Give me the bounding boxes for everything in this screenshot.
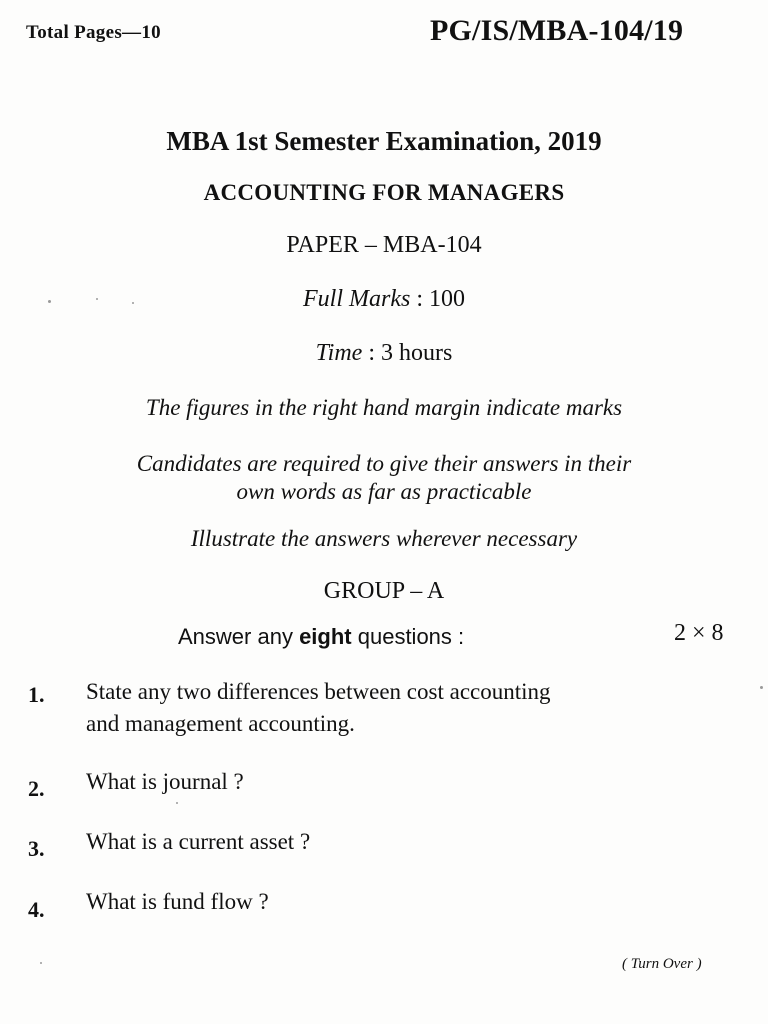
answer-prefix: Answer any bbox=[178, 624, 300, 649]
full-marks-value: : 100 bbox=[416, 286, 465, 312]
group-marks: 2 × 8 bbox=[674, 620, 724, 646]
scan-speck bbox=[48, 300, 51, 303]
answer-count: eight bbox=[299, 624, 352, 649]
scan-speck bbox=[760, 686, 763, 689]
scan-speck bbox=[132, 302, 134, 304]
time-label: Time bbox=[315, 340, 363, 366]
instruction-marks: The figures in the right hand margin indicate marks bbox=[145, 395, 623, 420]
question-line: State any two differences between cost accounting bbox=[86, 679, 551, 704]
instruction-own-words-line2: own words as far as practicable bbox=[236, 479, 532, 504]
time-value: : 3 hours bbox=[368, 340, 453, 366]
instruction-own-words-line1: Candidates are required to give their answers in their bbox=[136, 451, 632, 476]
question-text: What is fund flow ? bbox=[86, 889, 269, 914]
question-line: and management accounting. bbox=[86, 711, 355, 736]
instruction-illustrate: Illustrate the answers wherever necessary bbox=[190, 526, 578, 551]
paper-code: PG/IS/MBA-104/19 bbox=[430, 14, 684, 47]
total-pages: Total Pages—10 bbox=[26, 22, 161, 43]
question-number: 2. bbox=[28, 776, 45, 801]
question-number: 1. bbox=[28, 682, 45, 707]
answer-instruction bbox=[178, 624, 464, 650]
exam-title: MBA 1st Semester Examination, 2019 bbox=[166, 126, 602, 156]
paper-number: PAPER – MBA-104 bbox=[286, 232, 482, 258]
answer-suffix: questions : bbox=[351, 624, 465, 649]
question-number: 4. bbox=[28, 897, 45, 922]
full-marks-label: Full Marks bbox=[303, 286, 411, 312]
scan-speck bbox=[40, 962, 42, 964]
question-text bbox=[86, 676, 551, 740]
question-number: 3. bbox=[28, 836, 45, 861]
turn-over-note: ( Turn Over ) bbox=[622, 956, 702, 972]
group-heading: GROUP – A bbox=[323, 578, 445, 604]
full-marks bbox=[0, 286, 768, 313]
question-text: What is a current asset ? bbox=[86, 829, 311, 854]
scan-speck bbox=[96, 298, 98, 300]
question-text: What is journal ? bbox=[86, 769, 244, 794]
scan-speck bbox=[176, 802, 178, 804]
subject-title: ACCOUNTING FOR MANAGERS bbox=[203, 180, 565, 205]
exam-time bbox=[0, 340, 768, 367]
